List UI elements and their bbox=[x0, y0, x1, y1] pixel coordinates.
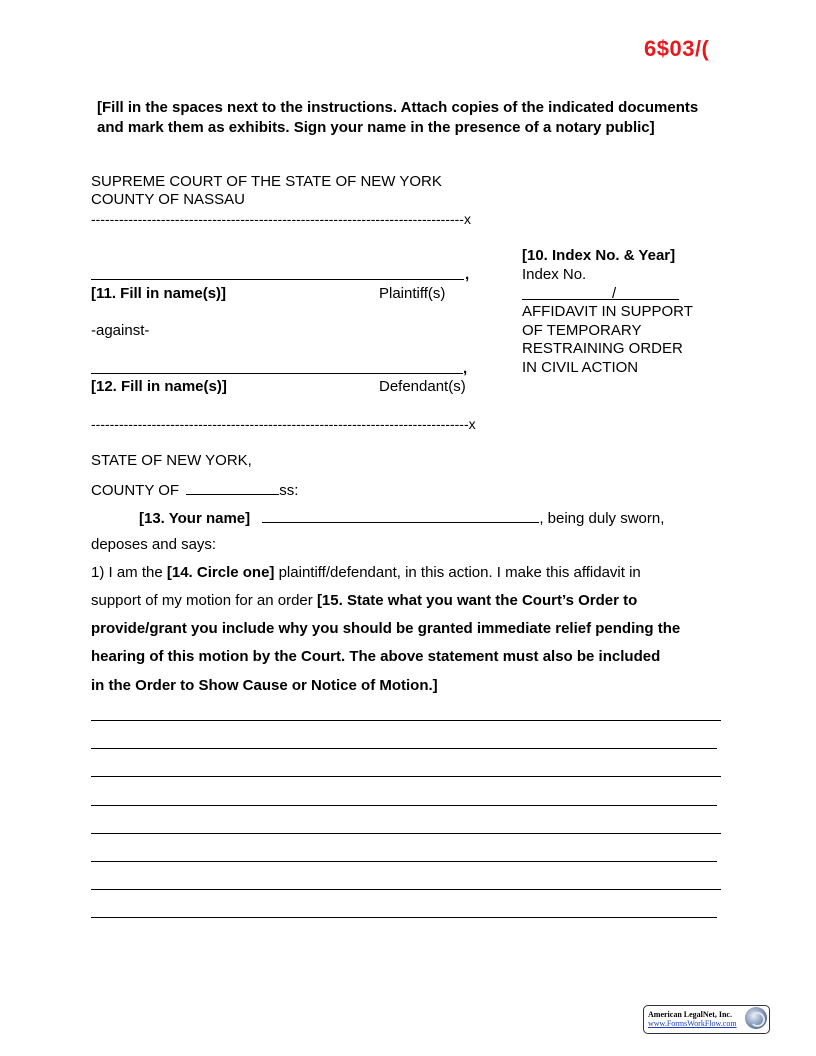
document-title-line-2: OF TEMPORARY bbox=[522, 322, 642, 339]
writing-line[interactable] bbox=[91, 917, 717, 918]
document-title-line-1: AFFIDAVIT IN SUPPORT bbox=[522, 303, 693, 320]
plaintiff-instruction: [11. Fill in name(s)] bbox=[91, 285, 227, 302]
plaintiff-name-field[interactable] bbox=[91, 279, 464, 280]
logo-url[interactable]: www.FormsWorkFlow.com bbox=[648, 1019, 737, 1028]
court-county: COUNTY OF NASSAU bbox=[91, 191, 245, 208]
defendant-comma: , bbox=[463, 360, 468, 377]
writing-line[interactable] bbox=[91, 805, 717, 806]
venue-county-line bbox=[91, 480, 298, 500]
county-field[interactable] bbox=[186, 480, 279, 495]
deposes-text: deposes and says: bbox=[91, 536, 217, 553]
venue-state: STATE OF NEW YORK, bbox=[91, 452, 252, 469]
index-label: Index No. bbox=[522, 266, 587, 283]
against-label: -against- bbox=[91, 322, 150, 339]
instruction-15-part-1: [15. State what you want the Court’s Order to bbox=[316, 592, 638, 609]
defendant-name-field[interactable] bbox=[91, 373, 463, 374]
defendant-label: Defendant(s) bbox=[379, 378, 466, 395]
index-instruction: [10. Index No. & Year] bbox=[522, 247, 676, 264]
writing-line[interactable] bbox=[91, 748, 717, 749]
instruction-15-part-3: hearing of this motion by the Court. The above statement must also be included bbox=[91, 648, 661, 665]
oath-line bbox=[139, 508, 664, 528]
paragraph-1-line-2 bbox=[91, 592, 637, 610]
writing-line[interactable] bbox=[91, 889, 721, 890]
document-title-line-4: IN CIVIL ACTION bbox=[522, 359, 639, 376]
name-instruction: [13. Your name] bbox=[139, 510, 251, 527]
defendant-instruction: [12. Fill in name(s)] bbox=[91, 378, 227, 395]
court-name: SUPREME COURT OF THE STATE OF NEW YORK bbox=[91, 173, 442, 190]
plaintiff-label: Plaintiff(s) bbox=[379, 285, 446, 302]
american-legalnet-logo[interactable] bbox=[643, 1005, 770, 1034]
sample-watermark: 6$03/( bbox=[644, 36, 710, 61]
index-slash: / bbox=[612, 285, 617, 302]
writing-line[interactable] bbox=[91, 861, 717, 862]
logo-company: American LegalNet, Inc. bbox=[648, 1010, 732, 1019]
venue-county-prefix: COUNTY OF bbox=[91, 482, 180, 499]
instruction-15-part-4: in the Order to Show Cause or Notice of Motion.] bbox=[91, 677, 438, 694]
paragraph-1-line-1 bbox=[91, 564, 641, 582]
caption-divider-bottom: ---------------------------------------------------------------------------------x bbox=[91, 416, 476, 432]
instruction-15-part-2: provide/grant you include why you should be granted immediate relief pending the bbox=[91, 620, 681, 637]
duly-sworn-text: , being duly sworn, bbox=[539, 510, 665, 527]
form-instructions: [Fill in the spaces next to the instructions. Attach copies of the indicated documents and mark them as exhibits. Sign your name in the presence of a notary public] bbox=[97, 99, 699, 136]
role-text: plaintiff/defendant, in this action. I make this affidavit in bbox=[274, 564, 641, 581]
venue-county-suffix: ss: bbox=[279, 482, 299, 499]
globe-icon bbox=[745, 1007, 767, 1029]
paragraph-1-prefix: 1) I am the bbox=[91, 564, 167, 581]
caption-divider-top: --------------------------------------------------------------------------------x bbox=[91, 211, 471, 227]
index-number-field[interactable] bbox=[522, 299, 679, 300]
writing-line[interactable] bbox=[91, 833, 721, 834]
circle-one-instruction: [14. Circle one] bbox=[166, 564, 275, 581]
affiant-name-field[interactable] bbox=[262, 508, 539, 523]
motion-text: support of my motion for an order bbox=[91, 592, 317, 609]
document-title-line-3: RESTRAINING ORDER bbox=[522, 340, 683, 357]
writing-line[interactable] bbox=[91, 720, 721, 721]
writing-line[interactable] bbox=[91, 776, 721, 777]
plaintiff-comma: , bbox=[465, 266, 470, 283]
